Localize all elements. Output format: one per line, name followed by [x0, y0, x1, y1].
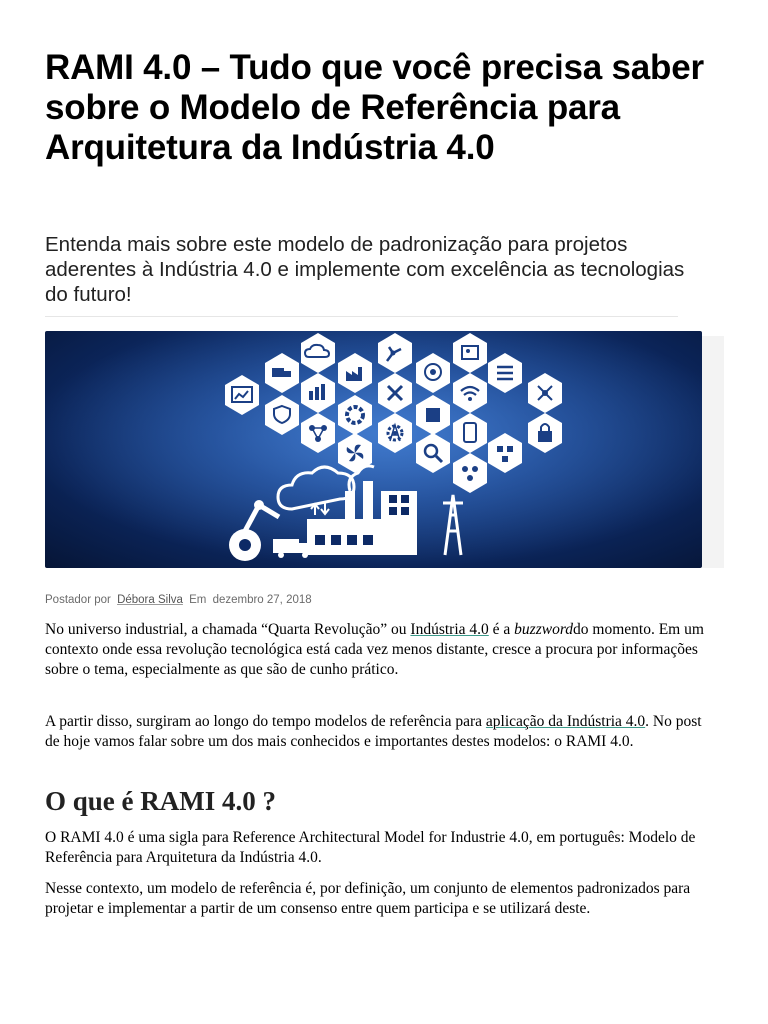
hero-shadow [702, 336, 724, 568]
posted-by-label: Postador por [45, 594, 111, 606]
author-link[interactable]: Débora Silva [117, 594, 183, 606]
paragraph-3: O RAMI 4.0 é uma sigla para Reference Architectural Model for Industrie 4.0, em português: Modelo de Referência para Arquitetura da Indústria 4.0. [45, 829, 696, 866]
hero-image [45, 331, 702, 568]
divider [45, 316, 678, 317]
in-label: Em [189, 594, 207, 606]
aplicacao-industria-link[interactable]: aplicação da Indústria 4.0 [485, 713, 646, 730]
article-title: RAMI 4.0 – Tudo que você precisa saber sobre o Modelo de Referência para Arquitetura da Indústria 4.0 [45, 48, 704, 167]
article-subtitle: Entenda mais sobre este modelo de padronização para projetos aderentes à Indústria 4.0 e implemente com excelência as tecnologias do futuro! [45, 233, 685, 306]
post-date: dezembro 27, 2018 [212, 594, 312, 606]
paragraph-2: A partir disso, surgiram ao longo do tempo modelos de referência para aplicação da Indústria 4.0. No post de hoje vamos falar sobre um dos mais conhecidos e importantes destes modelos: o RAMI 4.0. [45, 713, 702, 750]
paragraph-1: No universo industrial, a chamada “Quarta Revolução” ou Indústria 4.0 é a buzzworddo momento. Em um contexto onde essa revolução tecnológica está cada vez menos distante, cresce a procura por informações sobre o tema, especialmente as que são de cunho prático. [45, 621, 704, 678]
post-meta [45, 594, 315, 606]
industria-40-link[interactable]: Indústria 4.0 [410, 621, 489, 638]
paragraph-4: Nesse contexto, um modelo de referência é, por definição, um conjunto de elementos padronizados para projetar e implementar a partir de um consenso entre quem participa e se utilizará deste. [45, 880, 691, 917]
section-heading: O que é RAMI 4.0 ? [45, 786, 276, 816]
